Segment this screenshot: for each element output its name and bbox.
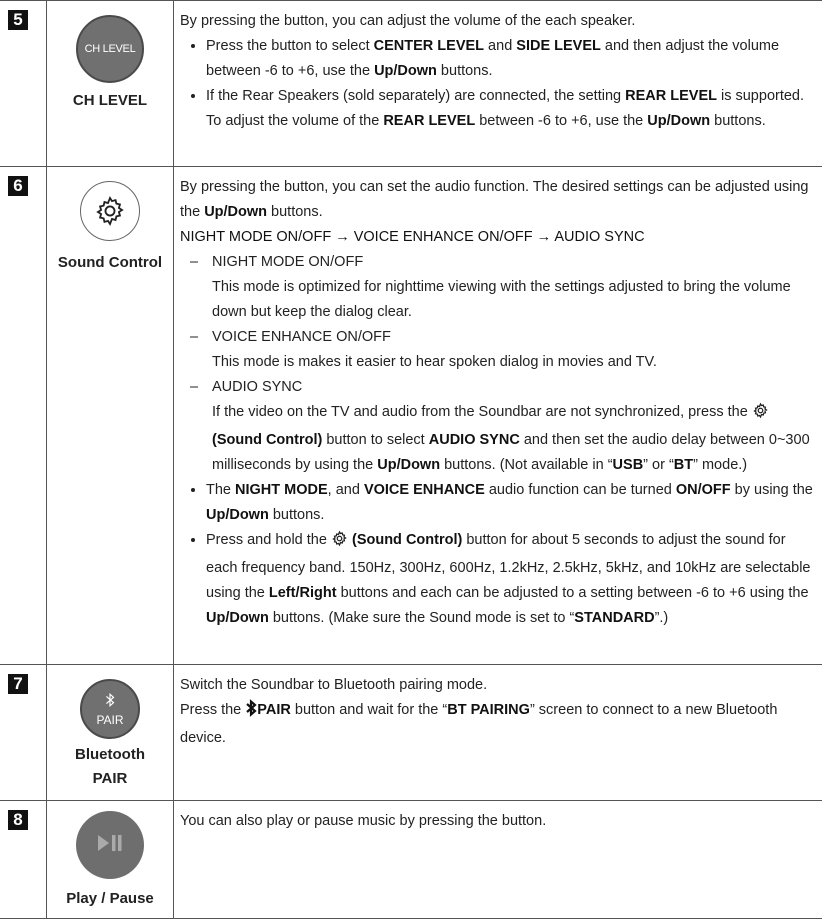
list-item: • If the Rear Speakers (sold separately) are connected, the setting REAR LEVEL is supported. To adjust the volume of the REAR LEVEL between -6 to +6, use the Up/Down buttons.	[206, 84, 818, 134]
row-bluetooth-pair	[0, 665, 822, 801]
gear-icon	[331, 530, 348, 556]
play-pause-description: You can also play or pause music by pressing the button.	[174, 801, 822, 919]
audio-sync-title: – AUDIO SYNC	[180, 375, 818, 400]
bluetooth-icon	[104, 692, 116, 713]
button-label: Sound Control	[57, 254, 163, 271]
list-item: • Press and hold the (Sound Control) button for about 5 seconds to adjust the sound for each frequency band. 150Hz, 300Hz, 600Hz, 1.2kHz, 2.5kHz, 5kHz, and 10kHz are selectable using the Left/Right buttons and each can be adjusted to a setting between -6 to +6 using the Up/Down buttons. (Make sure the Sound mode is set to “STANDARD”.)	[206, 528, 818, 631]
night-mode-title: – NIGHT MODE ON/OFF	[180, 250, 818, 275]
bluetooth-icon	[245, 699, 257, 726]
item-number: 7	[8, 674, 28, 694]
button-label: Bluetooth	[75, 746, 145, 763]
item-number: 8	[8, 810, 28, 830]
pair-icon-text: PAIR	[96, 712, 124, 727]
bluetooth-pair-description: Switch the Soundbar to Bluetooth pairing mode. Press the PAIR button and wait for the “BT PAIRING” screen to connect to a new Bluetooth device.	[174, 665, 822, 801]
ch-level-description: By pressing the button, you can adjust the volume of the each speaker. • Press the button to select CENTER LEVEL and SIDE LEVEL and then adjust the volume between -6 to +6, use the Up/Down buttons. • If the Rear Speakers (sold separately) are connected, the setting REAR LEVEL is supported. To adjust the volume of the REAR LEVEL between -6 to +6, use the Up/Down buttons.	[174, 1, 822, 167]
button-label: Play / Pause	[66, 890, 154, 907]
play-pause-icon	[96, 834, 124, 857]
sound-control-description: By pressing the button, you can set the audio function. The desired settings can be adjusted using the Up/Down buttons. NIGHT MODE ON/OFF → VOICE ENHANCE ON/OFF → AUDIO SYNC – NIGHT MODE ON/OFF This mode is optimized for nighttime viewing with the settings adjusted to bring the volume down but keep the dialog clear. – VOICE ENHANCE ON/OFF This mode is makes it easier to hear spoken dialog in movies and TV. – AUDIO SYNC If the video on the TV and audio from the Soundbar are not synchronized, press the (Sound Control) button to select AUDIO SYNC and then set the audio delay between 0~300 milliseconds by using the Up/Down buttons. (Not available in “USB” or “BT” mode.) • The NIGHT MODE, and VOICE ENHANCE audio function can be turned ON/OFF by using the Up/Down buttons. • Press and hold the (Sound Control) button for about 5 seconds to adjust the sound for each frequency band. 150Hz, 300Hz, 600Hz, 1.2kHz, 2.5kHz, 5kHz, and 10kHz are selectable using the Left/Right buttons and each can be adjusted to a setting between -6 to +6 using the Up/Down buttons. (Make sure the Sound mode is set to “STANDARD”.)	[174, 167, 822, 665]
row-play-pause	[0, 801, 822, 919]
button-label: CH LEVEL	[72, 92, 148, 109]
ch-level-button-icon	[76, 15, 144, 83]
gear-icon	[80, 181, 140, 241]
item-number: 5	[8, 10, 28, 30]
row-sound-control	[0, 167, 822, 665]
voice-enhance-title: – VOICE ENHANCE ON/OFF	[180, 325, 818, 350]
item-number: 6	[8, 176, 28, 196]
bluetooth-pair-button-icon	[80, 679, 140, 739]
gear-icon	[752, 402, 769, 428]
row-ch-level	[0, 1, 822, 167]
ch-level-icon-text: CH LEVEL	[84, 43, 136, 55]
list-item: • The NIGHT MODE, and VOICE ENHANCE audio function can be turned ON/OFF by using the Up/Down buttons.	[206, 478, 818, 528]
list-item: • Press the button to select CENTER LEVEL and SIDE LEVEL and then adjust the volume between -6 to +6, use the Up/Down buttons.	[206, 34, 818, 84]
button-label: PAIR	[92, 770, 128, 787]
mode-sequence: NIGHT MODE ON/OFF → VOICE ENHANCE ON/OFF → AUDIO SYNC	[180, 229, 645, 245]
play-pause-button-icon	[76, 811, 144, 879]
